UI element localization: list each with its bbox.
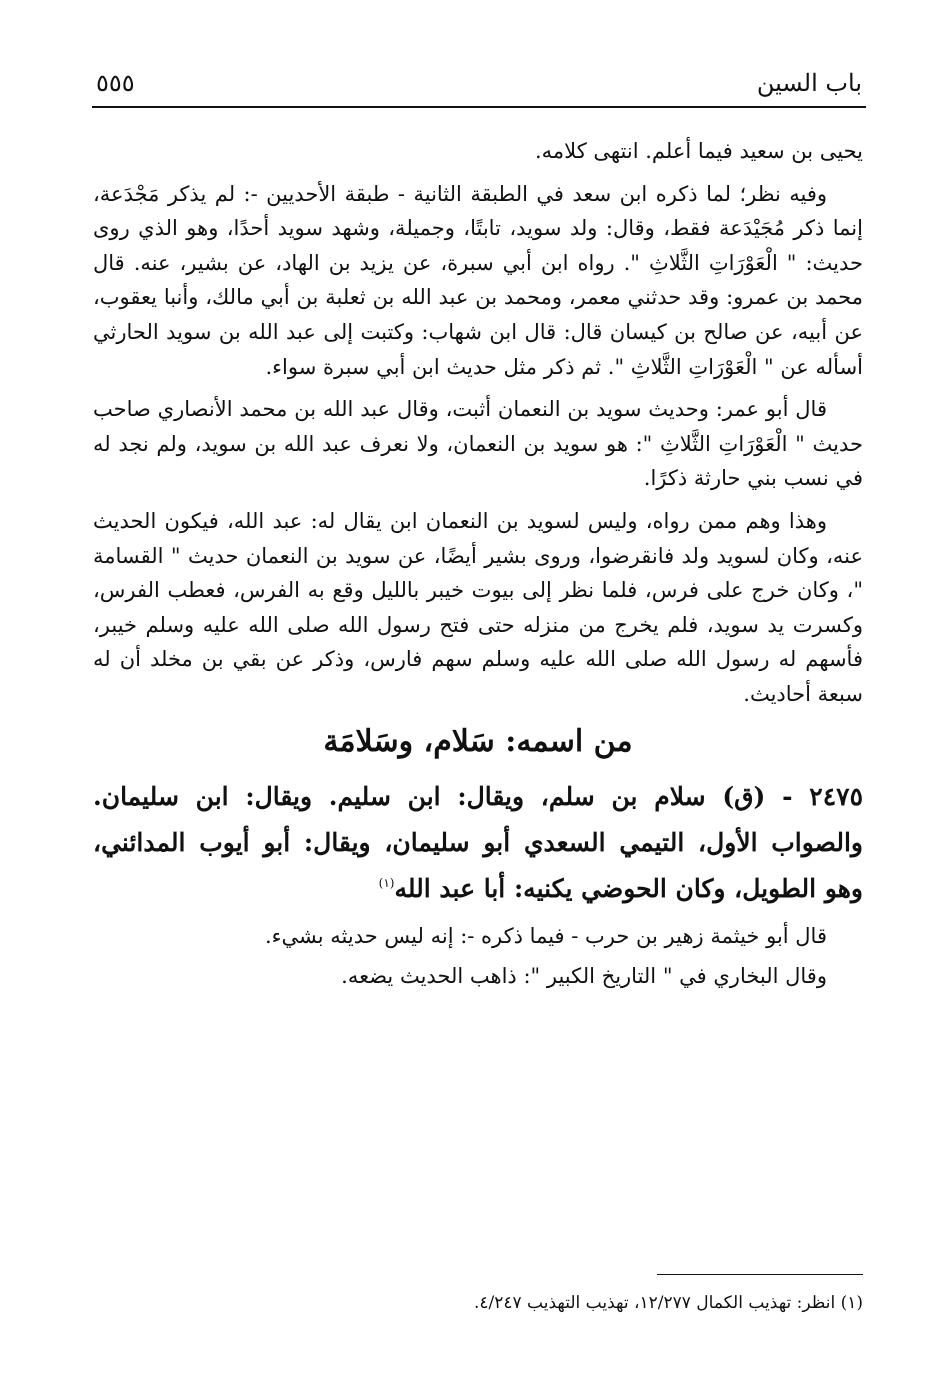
footnote-divider	[657, 1274, 863, 1275]
header-divider	[92, 106, 866, 108]
paragraph: قال أبو عمر: وحديث سويد بن النعمان أثبت، وقال عبد الله بن محمد الأنصاري صاحب حديث " الْعَوْرَاتِ الثَّلاثِ ": هو سويد بن النعمان، ولا نعرف عبد الله بن سويد، ولم نجد له في نسب بني حارثة ذكرًا.	[93, 397, 863, 491]
paragraph: يحيى بن سعيد فيما أعلم. انتهى كلامه.	[534, 139, 863, 163]
footnote-reference: (١)	[378, 875, 395, 890]
main-text	[93, 134, 863, 994]
section-heading: من اسمه: سَلام، وسَلامَة	[323, 723, 633, 759]
paragraph: وهذا وهم ممن رواه، وليس لسويد بن النعمان ابن يقال له: عبد الله، فيكون الحديث عنه، وكان لسويد ولد فانقرضوا، وروى بشير أيضًا، عن سويد بن النعمان حديث " القسامة "، وكان خرج على فرس، فلما نظر إلى بيوت خيبر بالليل وقع به الفرس، فعطب الفرس، وكسرت يد سويد، فلم يخرج من منزله حتى فتح رسول الله صلى الله عليه وسلم خيبر، فأسهم له رسول الله صلى الله عليه وسلم سهم فارس، وذكر عن بقي بن مخلد أن له سبعة أحاديث.	[93, 508, 863, 706]
running-header	[92, 66, 864, 100]
paragraph: قال أبو خيثمة زهير بن حرب - فيما ذكره -: إنه ليس حديثه بشيء.	[264, 923, 827, 948]
paragraph: وفيه نظر؛ لما ذكره ابن سعد في الطبقة الثانية - طبقة الأحديين -: لم يذكر مَجْدَعة، إنما ذكر مُجَيْدَعة فقط، وقال: ولد سويد، تابتًا، وجميلة، وشهد سويد أحدًا، وهو الذي روى حديث: " الْعَوْرَاتِ الثَّلاثِ ". رواه ابن أبي سبرة، عن يزيد بن الهاد، عن بشير، عنه. قال محمد بن عمرو: وقد حدثني معمر، ومحمد بن عبد الله بن ثعلبة بن أبي مالك، وأنبا يعقوب، عن أبيه، عن صالح بن كيسان قال: قال ابن شهاب: وكتبت إلى عبد الله بن سويد الحارثي أسأله عن " الْعَوْرَاتِ الثَّلاثِ ". ثم ذكر مثل حديث ابن أبي سبرة سواء.	[93, 181, 863, 379]
entry-text: ٢٤٧٥ - (ق) سلام بن سلم، ويقال: ابن سليم. ويقال: ابن سليمان. والصواب الأول، التيمي السعدي أبو سليمان، ويقال: أبو أيوب المدائني، وهو الطويل، وكان الحوضي يكنيه: أبا عبد الله	[93, 781, 863, 903]
biography-entry	[93, 774, 863, 912]
paragraph: وقال البخاري في " التاريخ الكبير ": ذاهب الحديث يضعه.	[341, 963, 827, 988]
footnote: (١) انظر: تهذيب الكمال ١٢/٢٧٧، تهذيب التهذيب ٤/٢٤٧.	[473, 1293, 863, 1313]
page-number: ٥٥٥	[96, 69, 135, 97]
chapter-title: باب السين	[756, 69, 862, 97]
